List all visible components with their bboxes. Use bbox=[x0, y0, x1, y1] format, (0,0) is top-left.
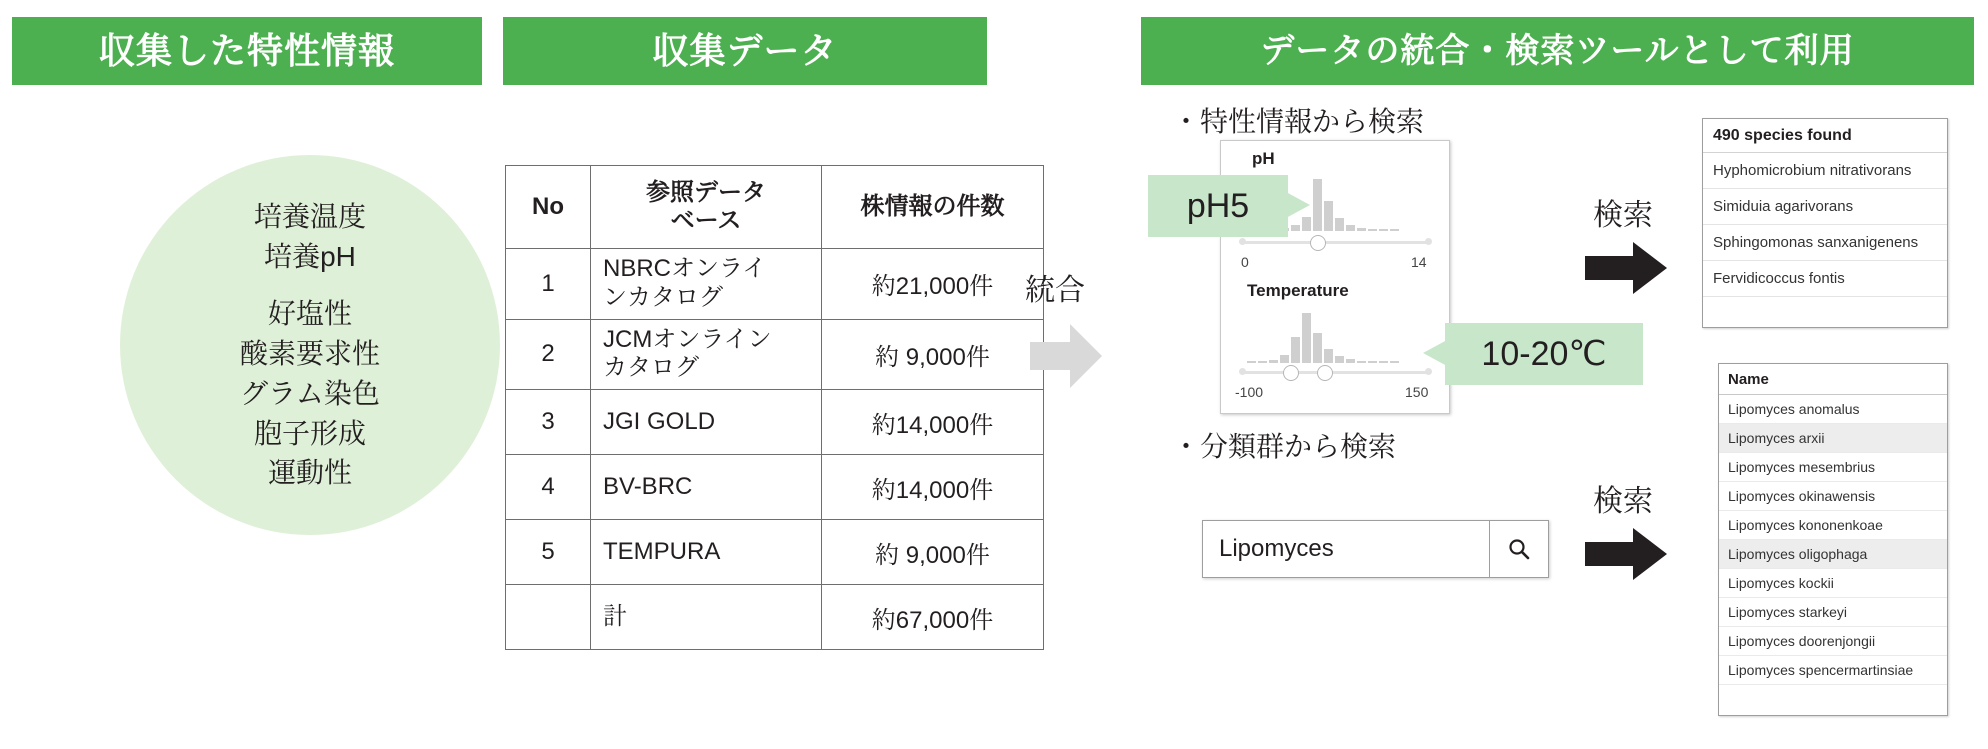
collected-data-table bbox=[505, 165, 1044, 650]
cell-count: 約 9,000件 bbox=[822, 319, 1044, 390]
table-header-no: No bbox=[506, 166, 591, 249]
list-item[interactable]: Lipomyces okinawensis bbox=[1719, 482, 1947, 511]
temperature-slider-track[interactable] bbox=[1243, 371, 1429, 374]
list-item[interactable]: Lipomyces anomalus bbox=[1719, 395, 1947, 424]
cell-no: 5 bbox=[506, 520, 591, 585]
table-header-database-line2: ベース bbox=[670, 207, 742, 234]
temperature-chart-title: Temperature bbox=[1247, 281, 1349, 300]
ph-axis-max-label: 14 bbox=[1411, 254, 1427, 270]
bullet-taxon-search: ・分類群から検索 bbox=[1172, 431, 1397, 462]
section-header-collected-data bbox=[503, 17, 987, 85]
cell-database bbox=[591, 249, 822, 320]
table-row bbox=[506, 520, 1044, 585]
table-row bbox=[506, 455, 1044, 520]
cell-database: JGI GOLD bbox=[591, 390, 822, 455]
list-item[interactable]: Lipomyces doorenjongii bbox=[1719, 627, 1947, 656]
table-header-database-line1: 参照データ bbox=[646, 178, 766, 206]
table-row bbox=[506, 390, 1044, 455]
temperature-slider-left-endpoint[interactable] bbox=[1239, 368, 1246, 375]
search-input[interactable]: Lipomyces bbox=[1219, 535, 1334, 562]
cell-no: 2 bbox=[506, 319, 591, 390]
list-item[interactable]: Lipomyces kononenkoae bbox=[1719, 511, 1947, 540]
temperature-axis-max-label: 150 bbox=[1405, 384, 1429, 400]
ph-axis-min-label: 0 bbox=[1241, 254, 1249, 270]
list-item[interactable]: Lipomyces oligophaga bbox=[1719, 540, 1947, 569]
trait-item: 酸素要求性 bbox=[239, 338, 380, 370]
cell-database: 計 bbox=[591, 585, 822, 650]
temperature-histogram bbox=[1247, 303, 1425, 363]
taxon-search-box[interactable] bbox=[1202, 520, 1549, 578]
callout-ph-label: pH5 bbox=[1186, 186, 1250, 225]
ph-slider-knob[interactable] bbox=[1310, 235, 1326, 251]
list-item[interactable]: Lipomyces arxii bbox=[1719, 424, 1947, 453]
list-item[interactable]: Fervidicoccus fontis bbox=[1703, 261, 1947, 297]
table-header-strain-count: 株情報の件数 bbox=[822, 166, 1044, 249]
list-item[interactable]: Lipomyces spencermartinsiae bbox=[1719, 656, 1947, 685]
species-found-header: 490 species found bbox=[1703, 119, 1947, 153]
list-item[interactable]: Sphingomonas sanxanigenens bbox=[1703, 225, 1947, 261]
cell-database-line1: NBRCオンライ bbox=[603, 255, 767, 282]
table-header-row bbox=[506, 166, 1044, 249]
search-label-taxon: 検索 bbox=[1593, 485, 1653, 518]
list-item[interactable]: Lipomyces mesembrius bbox=[1719, 453, 1947, 482]
cell-no: 4 bbox=[506, 455, 591, 520]
search-label-traits: 検索 bbox=[1593, 199, 1653, 232]
integration-arrow-icon bbox=[1030, 320, 1102, 392]
search-arrow-icon-traits bbox=[1585, 240, 1667, 296]
cell-database: BV-BRC bbox=[591, 455, 822, 520]
ph-slider-track[interactable] bbox=[1243, 241, 1429, 244]
cell-database-line2: ンカタログ bbox=[603, 283, 723, 311]
integration-label: 統合 bbox=[1025, 274, 1085, 307]
temperature-slider-knob-low[interactable] bbox=[1283, 365, 1299, 381]
cell-no: 3 bbox=[506, 390, 591, 455]
trait-item: 運動性 bbox=[267, 457, 352, 489]
list-item[interactable]: Lipomyces starkeyi bbox=[1719, 598, 1947, 627]
ph-slider-left-endpoint[interactable] bbox=[1239, 238, 1246, 245]
search-icon bbox=[1506, 536, 1532, 562]
cell-database-line2: カタログ bbox=[603, 354, 699, 382]
cell-database-line1: JCMオンライン bbox=[603, 325, 772, 353]
cell-count: 約21,000件 bbox=[822, 249, 1044, 320]
list-item[interactable]: Hyphomicrobium nitrativorans bbox=[1703, 153, 1947, 189]
cell-database bbox=[591, 319, 822, 390]
trait-item: 胞子形成 bbox=[253, 417, 366, 449]
cell-no: 1 bbox=[506, 249, 591, 320]
list-item[interactable]: Lipomyces kockii bbox=[1719, 569, 1947, 598]
table-row-total bbox=[506, 585, 1044, 650]
callout-ph-value bbox=[1148, 175, 1288, 237]
section-header-collected-traits bbox=[12, 17, 482, 85]
species-found-panel bbox=[1702, 118, 1948, 328]
cell-database: TEMPURA bbox=[591, 520, 822, 585]
callout-ph-tail bbox=[1286, 192, 1310, 218]
search-arrow-icon-taxon bbox=[1585, 526, 1667, 582]
traits-ellipse bbox=[120, 155, 500, 535]
section-header-tool bbox=[1141, 17, 1974, 85]
ph-slider-right-endpoint[interactable] bbox=[1425, 238, 1432, 245]
list-item[interactable]: Simiduia agarivorans bbox=[1703, 189, 1947, 225]
cell-count: 約14,000件 bbox=[822, 455, 1044, 520]
trait-item: 培養温度 bbox=[253, 200, 366, 232]
temperature-slider-right-endpoint[interactable] bbox=[1425, 368, 1432, 375]
callout-temperature-label: 10-20℃ bbox=[1481, 335, 1607, 373]
callout-temperature-tail bbox=[1423, 340, 1447, 366]
search-button[interactable] bbox=[1489, 521, 1548, 577]
temperature-axis-min-label: -100 bbox=[1235, 384, 1264, 400]
ph-chart-title: pH bbox=[1252, 149, 1275, 168]
name-list-panel bbox=[1718, 363, 1948, 716]
table-header-database bbox=[591, 166, 822, 249]
trait-item: グラム染色 bbox=[240, 377, 380, 409]
cell-count: 約 9,000件 bbox=[822, 520, 1044, 585]
section-header-tool-label: データの統合・検索ツールとして利用 bbox=[1260, 31, 1855, 70]
section-header-collected-data-label: 収集データ bbox=[652, 30, 838, 72]
table-row bbox=[506, 249, 1044, 320]
callout-temperature-value bbox=[1445, 323, 1643, 385]
section-header-collected-traits-label: 収集した特性情報 bbox=[98, 30, 395, 72]
cell-count: 約14,000件 bbox=[822, 390, 1044, 455]
trait-item: 好塩性 bbox=[267, 298, 352, 330]
name-list-header: Name bbox=[1719, 364, 1947, 395]
cell-no bbox=[506, 585, 591, 650]
trait-item: 培養pH bbox=[264, 240, 356, 272]
cell-count-total: 約67,000件 bbox=[822, 585, 1044, 650]
temperature-slider-knob-high[interactable] bbox=[1317, 365, 1333, 381]
table-row bbox=[506, 319, 1044, 390]
bullet-trait-search: ・特性情報から検索 bbox=[1172, 106, 1425, 137]
